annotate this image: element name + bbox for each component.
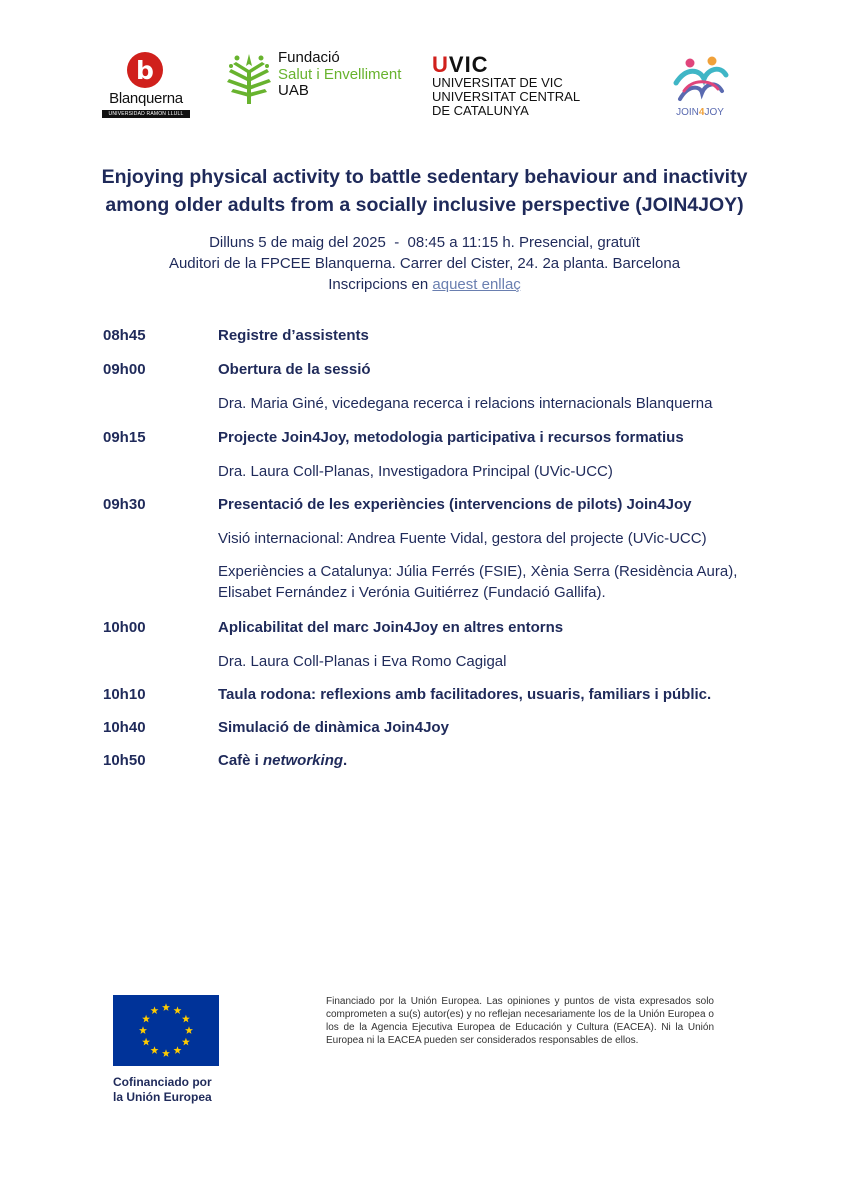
schedule-topic: Registre d’assistents <box>218 327 369 344</box>
schedule-topic-suffix: . <box>343 752 348 769</box>
eu-star-icon <box>139 1026 147 1034</box>
fundacio-line2: Salut i Envelliment <box>278 65 402 83</box>
registration-link[interactable]: aquest enllaç <box>432 276 521 293</box>
event-title-line2: among older adults from a socially inclusive perspective (JOIN4JOY) <box>105 194 744 216</box>
schedule-topic: Taula rodona: reflexions amb facilitadores, usuaris, familiars i públic. <box>218 686 712 703</box>
schedule-speaker-line2: Elisabet Fernández i Verónia Guitiérrez (Fundació Gallifa). <box>218 584 606 601</box>
schedule-topic-italic: networking <box>263 752 344 769</box>
blanquerna-subtitle: UNIVERSIDAD RAMON LLULL <box>102 110 190 118</box>
schedule-topic: Simulació de dinàmica Join4Joy <box>218 719 449 736</box>
event-registration <box>60 274 789 295</box>
schedule-topic-prefix: Cafè i <box>218 752 264 769</box>
event-info <box>60 232 789 295</box>
uvic-line1: UNIVERSITAT DE VIC <box>432 75 563 90</box>
fundacio-name <box>278 50 401 100</box>
event-venue: Auditori de la FPCEE Blanquerna. Carrer del Cister, 24. 2a planta. Barcelona <box>168 255 681 272</box>
join4joy-part3: JOY <box>704 107 724 118</box>
schedule-time: 10h50 <box>103 752 146 769</box>
schedule-topic: Aplicabilitat del marc Join4Joy en altres entorns <box>218 619 564 636</box>
eu-caption-line1: Cofinanciado por <box>113 1075 212 1089</box>
registration-prefix: Inscripcions en <box>328 276 433 293</box>
eu-star-icon <box>142 1038 150 1046</box>
schedule-speaker-multiline <box>218 561 737 603</box>
eu-star-icon <box>185 1026 193 1034</box>
funding-disclaimer: Financiado por la Unión Europea. Las opiniones y puntos de vista expresados solo comprometen a su(s) autor(es) y no reflejan necesariamente los de la Unión Europea o los de la Agencia Ejecutiva Europea de Educación y Cultura (EACEA). Ni la Unión Europea ni la EACEA pueden ser considerados responsables de ellos. <box>326 996 714 1046</box>
eu-star-icon <box>142 1015 150 1023</box>
uvic-name <box>432 76 580 118</box>
blanquerna-name: Blanquerna <box>109 90 183 107</box>
schedule-time: 10h40 <box>103 719 146 736</box>
eu-caption-line2: la Unión Europea <box>113 1090 212 1104</box>
eu-star-icon <box>151 1006 159 1014</box>
join4joy-part2: 4 <box>698 107 705 118</box>
schedule-time: 08h45 <box>103 327 146 344</box>
event-title-line1: Enjoying physical activity to battle sedentary behaviour and inactivity <box>101 166 748 188</box>
blanquerna-mark <box>127 52 163 88</box>
schedule-speaker: Dra. Laura Coll-Planas i Eva Romo Cagigal <box>218 653 507 670</box>
uvic-line2: UNIVERSITAT CENTRAL <box>432 89 581 104</box>
schedule-speaker: Dra. Laura Coll-Planas, Investigadora Principal (UVic-UCC) <box>218 463 613 480</box>
uvic-line3: DE CATALUNYA <box>432 103 529 118</box>
eu-star-icon <box>162 1049 170 1057</box>
join4joy-figures-icon <box>670 55 730 105</box>
eu-star-icon <box>162 1003 170 1011</box>
join4joy-wordmark <box>672 107 728 118</box>
schedule-time: 09h30 <box>103 496 146 513</box>
join4joy-part1: JOIN <box>676 107 699 118</box>
schedule-topic: Projecte Join4Joy, metodologia participativa i recursos formatius <box>218 429 684 446</box>
eu-star-icon <box>151 1046 159 1054</box>
schedule-speaker: Visió internacional: Andrea Fuente Vidal, gestora del projecte (UVic-UCC) <box>218 530 707 547</box>
eu-star-icon <box>182 1038 190 1046</box>
schedule-topic: Obertura de la sessió <box>218 361 371 378</box>
fundacio-line3: UAB <box>278 82 309 99</box>
fundacio-line1: Fundació <box>278 49 340 66</box>
schedule-time: 09h15 <box>103 429 146 446</box>
schedule-speaker-line1: Experiències a Catalunya: Júlia Ferrés (FSIE), Xènia Serra (Residència Aura), <box>218 563 738 580</box>
blanquerna-initial: b <box>136 56 154 85</box>
uvic-mark-rest: VIC <box>448 52 489 77</box>
fundacio-logo <box>225 50 405 106</box>
tree-icon <box>225 52 273 106</box>
event-title <box>60 163 789 219</box>
schedule-time: 10h00 <box>103 619 146 636</box>
schedule-time: 10h10 <box>103 686 146 703</box>
eu-star-icon <box>174 1006 182 1014</box>
uvic-mark-u: U <box>432 52 449 77</box>
eu-caption <box>113 1075 253 1105</box>
join4joy-logo <box>670 55 730 121</box>
schedule-time: 09h00 <box>103 361 146 378</box>
eu-star-icon <box>182 1015 190 1023</box>
event-date: Dilluns 5 de maig del 2025 - 08:45 a 11:15 h. Presencial, gratuït <box>209 234 640 251</box>
eu-flag <box>113 995 219 1066</box>
blanquerna-logo <box>100 52 192 122</box>
eu-star-icon <box>174 1046 182 1054</box>
schedule-speaker: Dra. Maria Giné, vicedegana recerca i relacions internacionals Blanquerna <box>218 395 713 412</box>
schedule-topic: Presentació de les experiències (intervencions de pilots) Join4Joy <box>218 496 692 513</box>
uvic-logo <box>432 52 582 116</box>
schedule-topic <box>218 752 347 769</box>
eu-stars-icon <box>113 995 219 1066</box>
